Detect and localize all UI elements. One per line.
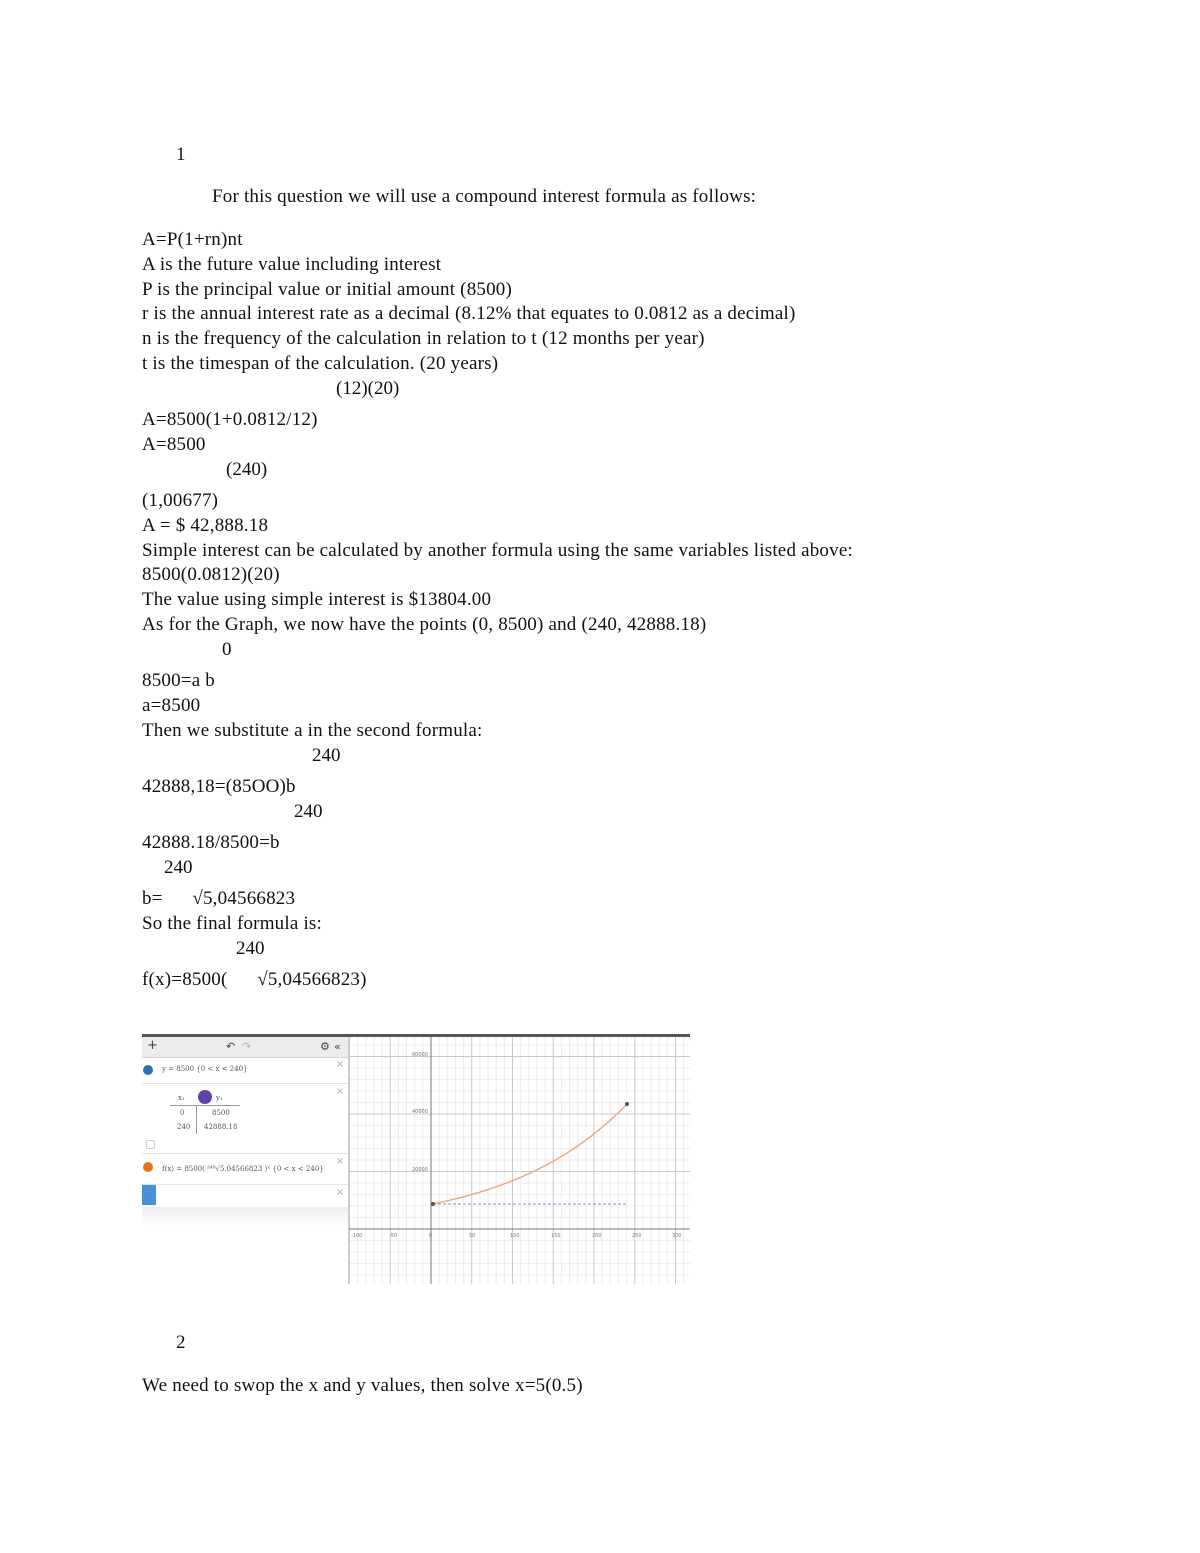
minor-grid <box>349 1037 690 1284</box>
close-icon[interactable]: × <box>335 1086 344 1097</box>
substitute-text: Then we substitute a in the second formula: <box>142 720 483 741</box>
final-formula: f(x)=8500( √5,04566823) <box>142 969 367 990</box>
calc-line: (1,00677) <box>142 490 219 511</box>
expression-row-2[interactable] <box>142 1154 348 1185</box>
compound-result: A = $ 42,888.18 <box>142 515 269 536</box>
equation-line: b= √5,04566823 <box>142 888 296 909</box>
table-row[interactable] <box>142 1084 348 1154</box>
expression-text[interactable]: f(x) = 8500( ²⁴⁰√5.04566823 )ˣ {0 < x < 240} <box>162 1165 324 1173</box>
graph-screenshot <box>142 1034 690 1284</box>
y-tick-label: 20000 <box>412 1167 428 1173</box>
x-tick-label: 100 <box>510 1233 520 1239</box>
variable-n-def: n is the frequency of the calculation in relation to t (12 months per year) <box>142 328 705 349</box>
table-drag-icon[interactable] <box>146 1140 155 1149</box>
close-icon[interactable]: × <box>335 1059 344 1070</box>
table-header-y: y₁ <box>216 1094 223 1102</box>
y-tick-label: 60000 <box>412 1052 428 1058</box>
add-icon[interactable]: + <box>147 1038 158 1053</box>
question-number-2: 2 <box>176 1332 186 1353</box>
x-tick-label: 200 <box>592 1233 602 1239</box>
collapse-icon[interactable]: « <box>334 1040 341 1053</box>
exponent: (240) <box>226 459 268 480</box>
expression-row-1[interactable] <box>142 1057 348 1084</box>
table-column-color-icon[interactable] <box>198 1090 212 1104</box>
equation-line: a=8500 <box>142 695 201 716</box>
exponent: 240 <box>236 938 265 959</box>
close-icon[interactable]: × <box>335 1187 344 1198</box>
table-cell[interactable]: 0 <box>180 1109 185 1117</box>
simple-interest-intro: Simple interest can be calculated by another formula using the same variables listed above: <box>142 540 853 561</box>
table-cell[interactable]: 8500 <box>212 1109 230 1117</box>
point-end[interactable] <box>625 1102 629 1106</box>
variable-r-def: r is the annual interest rate as a decimal (8.12% that equates to 0.0812 as a decimal) <box>142 303 796 324</box>
exponent: (12)(20) <box>336 378 400 399</box>
x-tick-label: 150 <box>551 1233 561 1239</box>
x-tick-label: 50 <box>469 1233 476 1239</box>
redo-icon[interactable]: ↷ <box>242 1040 252 1053</box>
x-tick-label: -50 <box>389 1233 398 1239</box>
simple-interest-result: The value using simple interest is $13804.00 <box>142 589 492 610</box>
graph-svg[interactable] <box>349 1037 690 1284</box>
table-cell[interactable]: 240 <box>177 1123 191 1131</box>
graph-intro: As for the Graph, we now have the points (0, 8500) and (240, 42888.18) <box>142 614 707 635</box>
x-tick-label: 0 <box>429 1233 433 1239</box>
y-tick-label: 40000 <box>412 1109 428 1115</box>
close-icon[interactable]: × <box>335 1156 344 1167</box>
expression-color-icon[interactable] <box>143 1065 153 1075</box>
variable-p-def: P is the principal value or initial amount (8500) <box>142 279 513 300</box>
simple-interest-calc: 8500(0.0812)(20) <box>142 564 280 585</box>
table-column-divider <box>196 1106 197 1134</box>
variable-a-def: A is the future value including interest <box>142 254 442 275</box>
exponent: 0 <box>222 639 232 660</box>
equation-line: 42888.18/8500=b <box>142 832 280 853</box>
undo-icon[interactable]: ↶ <box>226 1040 236 1053</box>
graph-plot-area[interactable] <box>349 1037 690 1284</box>
x-tick-label: 250 <box>632 1233 642 1239</box>
exponent: 240 <box>312 745 341 766</box>
expression-color-icon[interactable] <box>143 1162 153 1172</box>
panel-fade <box>142 1207 348 1227</box>
equation-line: 8500=a b <box>142 670 215 691</box>
equation-line: 42888,18=(85OO)b <box>142 776 296 797</box>
x-tick-label: 300 <box>672 1233 682 1239</box>
active-row-marker <box>142 1185 156 1205</box>
expression-text[interactable]: y = 8500 {0 < x < 240} <box>162 1065 248 1073</box>
calc-line: A=8500(1+0.0812/12) <box>142 409 318 430</box>
exponent: 240 <box>164 857 193 878</box>
gear-icon[interactable]: ⚙ <box>320 1040 330 1053</box>
question-2-text: We need to swop the x and y values, then solve x=5(0.5) <box>142 1375 583 1396</box>
table-header-rule <box>170 1105 240 1106</box>
variable-t-def: t is the timespan of the calculation. (20 years) <box>142 353 499 374</box>
intro-text: For this question we will use a compound interest formula as follows: <box>212 186 757 207</box>
calc-line: A=8500 <box>142 434 206 455</box>
formula-line: A=P(1+rn)nt <box>142 229 243 250</box>
expression-toolbar <box>142 1037 348 1058</box>
point-start[interactable] <box>431 1202 435 1206</box>
table-header-x: x₁ <box>178 1094 185 1102</box>
empty-expression-row[interactable] <box>142 1185 348 1205</box>
exponent: 240 <box>294 801 323 822</box>
x-tick-label: -100 <box>351 1233 363 1239</box>
question-number-1: 1 <box>176 144 186 165</box>
table-cell[interactable]: 42888.18 <box>204 1123 238 1131</box>
expression-panel <box>142 1037 349 1284</box>
exponential-curve[interactable] <box>433 1104 627 1204</box>
final-intro: So the final formula is: <box>142 913 322 934</box>
